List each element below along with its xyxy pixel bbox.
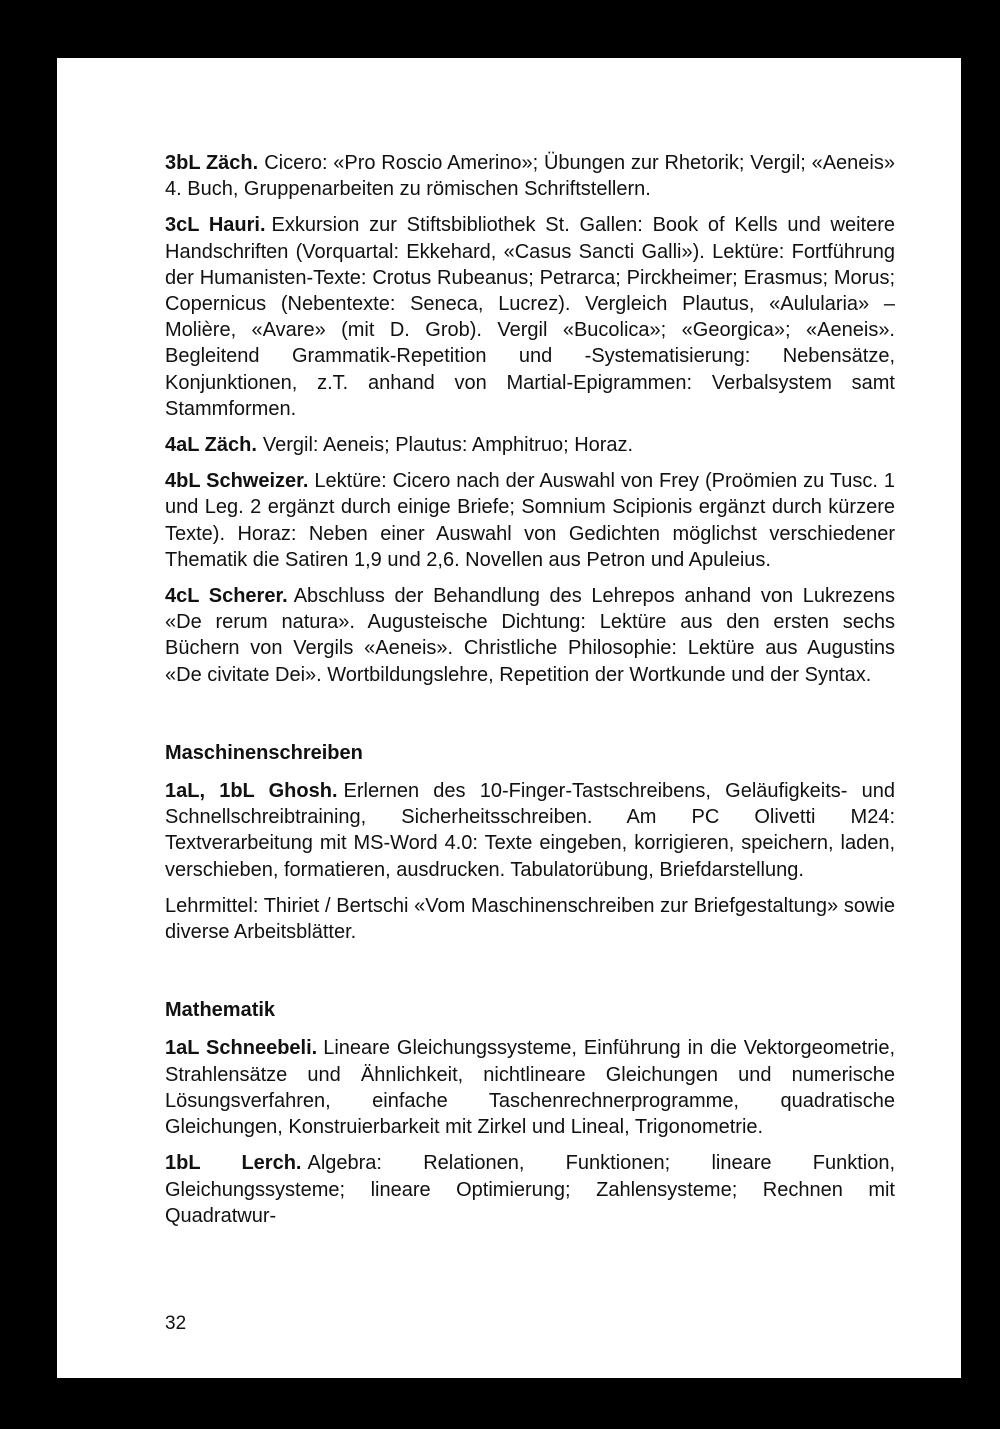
entry-4cl-scherer (165, 583, 895, 688)
entry-heading: 4aL Zäch. (165, 434, 257, 457)
entry-text: Vergil: Aeneis; Plautus: Amphitruo; Horaz. (262, 434, 634, 457)
section-title-mathematik: Mathematik (165, 999, 276, 1022)
page-content (165, 150, 895, 1239)
entry-text: Lineare Gleichungssysteme, Einführung in die Vektorgeometrie, Strahlensätze und Ähnlichkeit, nichtlineare Gleichungen und numerische Lösungsverfahren, einfache Taschenrechnerprogramme, quadratische Gleichungen, Konstruierbarkeit mit Zirkel und Lineal, Trigonometrie. (165, 1037, 896, 1139)
entry-text: Exkursion zur Stiftsbibliothek St. Gallen: Book of Kells und weitere Handschriften (Vorquartal: Ekkehard, «Casus Sancti Galli»). Lektüre: Fortführung der Humanisten-Texte: Crotus Rubeanus; Petrarca; Pirckheimer; Erasmus; Morus; Copernicus (Nebentexte: Seneca, Lucrez). Vergleich Plautus, «Aulularia» – Molière, «Avare» (mit D. Grob). Vergil «Bucolica»; «Georgica»; «Aeneis». Begleitend Grammatik-Repetition und -Systematisierung: Nebensätze, Konjunktionen, z.T. anhand von Martial-Epigrammen: Verbalsystem samt Stammformen. (165, 214, 896, 420)
entry-text: Algebra: Relationen, Funktionen; lineare Funktion, Gleichungssysteme; lineare Optimierung; Zahlensysteme; Rechnen mit Quadratwur- (165, 1152, 896, 1227)
entry-text: Lektüre: Cicero nach der Auswahl von Frey (Proömien zu Tusc. 1 und Leg. 2 ergänzt durch einige Briefe; Somnium Scipionis ergänzt durch kürzere Texte). Horaz: Neben einer Auswahl von Gedichten möglichst verschiedener Thematik die Satiren 1,9 und 2,6. Novellen aus Petron und Apuleius. (165, 470, 896, 571)
section-spacer (165, 698, 895, 740)
document-page (57, 58, 961, 1378)
entry-heading: 3bL Zäch. (165, 152, 259, 174)
entry-4al-zaech (165, 432, 895, 458)
entry-heading: 1bL Lerch. (165, 1152, 302, 1175)
entry-text: Abschluss der Behandlung des Lehrepos anhand von Lukrezens «De rerum natura». Augusteische Dichtung: Lektüre aus den ersten sechs Büchern von Vergils «Aeneis». Christliche Philosophie: Lektüre aus Augustins «De civitate Dei». Wortbildungslehre, Repetition der Wortkunde und der Syntax. (165, 585, 895, 686)
lehrmittel-note: Lehrmittel: Thiriet / Bertschi «Vom Maschinenschreiben zur Briefgestaltung» sowie diverse Arbeitsblätter. (165, 894, 895, 944)
section-title-maschinenschreiben: Maschinenschreiben (165, 741, 363, 764)
page-number: 32 (165, 1313, 187, 1334)
entry-heading: 1aL Schneebeli. (165, 1037, 318, 1060)
entry-text: Cicero: «Pro Roscio Amerino»; Übungen zur Rhetorik; Vergil; «Aeneis» 4. Buch, Gruppenarbeiten zu römischen Schriftstellern. (165, 152, 895, 201)
entry-3cl-hauri (165, 212, 895, 422)
entry-heading: 3cL Hauri. (165, 214, 266, 237)
entry-text: Erlernen des 10-Finger-Tastschreibens, Geläufigkeits- und Schnellschreibtraining, Sicherheitsschreiben. Am PC Olivetti M24: Textverarbeitung mit MS-Word 4.0: Texte eingeben, korrigieren, speichern, laden, verschieben, formatieren, ausdrucken. Tabulatorübung, Briefdarstellung. (165, 780, 895, 881)
entry-1al-schneebeli (165, 1035, 895, 1140)
entry-1bl-lerch (165, 1150, 895, 1229)
entry-heading: 4bL Schweizer. (165, 470, 309, 493)
entry-heading: 1aL, 1bL Ghosh. (165, 780, 338, 803)
entry-3bl-zaech (165, 150, 895, 202)
entry-4bl-schweizer (165, 468, 895, 573)
entry-1al-1bl-ghosh (165, 778, 895, 883)
section-spacer (165, 955, 895, 997)
entry-heading: 4cL Scherer. (165, 585, 288, 608)
